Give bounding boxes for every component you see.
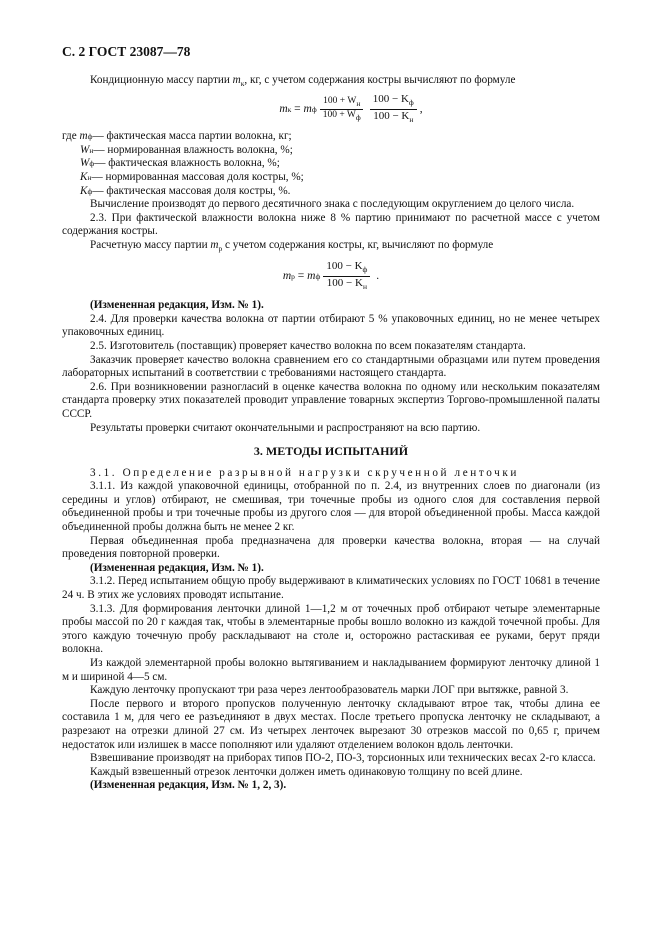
paragraph-customer: Заказчик проверяет качество волокна сравнением его со стандартными образцами или путем проведения лабораторных испытаний в соответствии с требованиями настоящего стандарта.: [62, 353, 600, 380]
legend-item: K ф — фактическая массовая доля костры, %.: [80, 184, 291, 197]
paragraph-pass: Каждую ленточку пропускают три раза через лентообразователь марки ЛОГ при вытяжке, равной 3.: [90, 684, 569, 697]
edit-note: (Измененная редакция, Изм. № 1, 2, 3).: [90, 779, 287, 792]
legend-item: W н — нормированная влажность волокна, %;: [80, 143, 293, 156]
fraction-humidity: $\frac{100 + W_н}{100 + W_ф}$: [320, 96, 364, 123]
paragraph-2-5: 2.5. Изготовитель (поставщик) проверяет качество волокна по всем показателям стандарта.: [90, 339, 526, 352]
page-content: [62, 74, 600, 793]
paragraph-piece: Каждый взвешенный отрезок ленточки должен иметь одинаковую толщину по всей длине.: [90, 765, 523, 778]
formula-conditional-mass: m к = m ф $\frac{100 + W_н}{100 + W_ф}$ $\frac{100 - K_ф}{100 - K_н}$ ,: [279, 92, 423, 125]
edit-note: (Измененная редакция, Изм. № 1).: [90, 561, 264, 574]
formula-calc-mass: m р = m ф $\frac{100 - K_ф}{100 - K_н}$ .: [282, 259, 380, 292]
paragraph-3-1-1: 3.1.1. Из каждой упаковочной единицы, отобранной по п. 2.4, из внутренних слоев по диагонали (из середины и углов) отбирают, не смешивая, три точечные пробы из одного слоя для составления первой объединенной пробы и три точечные пробы из другого слоя — для второй объединенной пробы. Масса каждой объединенной пробы должна быть не менее 2 кг.: [62, 480, 600, 534]
paragraph-calculation: Вычисление производят до первого десятичного знака с последующим округлением до целого числа.: [90, 198, 575, 211]
page-header: С. 2 ГОСТ 23087—78: [62, 44, 191, 59]
paragraph-calc-mass: Расчетную массу партии $m_р$ с учетом содержания костры, кг, вычисляют по формуле: [90, 238, 494, 254]
paragraph-2-4: 2.4. Для проверки качества волокна от партии отбирают 5 % упаковочных единиц, но не менее четырех упаковочных единиц.: [62, 312, 600, 339]
paragraph-3-1: 3.1. Определение разрывной нагрузки скрученной ленточки: [90, 466, 519, 479]
paragraph-weighing: Взвешивание производят на приборах типов ПО-2, ПО-3, торсионных или технических весах 2-го класса.: [90, 752, 596, 765]
symbol: m: [232, 74, 241, 86]
paragraph-after-passes: После первого и второго пропусков полученную ленточку складывают втрое так, чтобы длина ее составила 1 м, для чего ее разъединяют в двух местах. После третьего пропуска ленточку не складывают, а разрезают на отрезки длиной 27 см. Из четырех ленточек вырезают 30 отрезков массой по 0,65 г, причем недостаток или излишек в массе пополняют или удаляют отделением волокон вдоль ленточки.: [62, 697, 600, 751]
section-title: 3. МЕТОДЫ ИСПЫТАНИЙ: [253, 444, 409, 459]
paragraph-first-sample: Первая объединенная проба предназначена для проверки качества волокна, вторая — на случай проведения повторной проверки.: [62, 534, 600, 561]
paragraph-each-sample: Из каждой элементарной пробы волокно вытягиванием и накладыванием формируют ленточку длиной 1 м и шириной 4—5 см.: [62, 657, 600, 683]
legend-item: K н — нормированная массовая доля костры, %;: [80, 170, 304, 183]
paragraph-2-6: 2.6. При возникновении разногласий в оценке качества волокна по одному или нескольким показателям стандарта проверку этих показателей проводит управление товарных экспертиз Торгово-промышленной палаты СССР.: [62, 380, 600, 420]
fraction-calc: $\frac{100 - K_ф}{100 - K_н}$: [323, 260, 370, 293]
paragraph-2-3: 2.3. При фактической влажности волокна ниже 8 % партию принимают по расчетной массе с учетом содержания костры.: [62, 211, 600, 238]
legend-item: где m ф — фактическая масса партии волокна, кг;: [62, 130, 292, 143]
paragraph-3-1-3: 3.1.3. Для формирования ленточки длиной 1—1,2 м от точечных проб отбирают четыре элементарные пробы массой по 20 г каждая так, чтобы в элементарные пробы вошло волокно из каждой точечной пробы. Для этого каждую точечную пробу раскладывают на столе и, осторожно растаскивая ее руками, берут пряди волокна.: [62, 602, 600, 656]
fraction-shive: $\frac{100 - K_ф}{100 - K_н}$: [370, 93, 417, 126]
paragraph-conditional-mass: Кондиционную массу партии $m_к$, кг, с учетом содержания костры вычисляют по формуле: [90, 74, 516, 89]
paragraph-3-1-2: 3.1.2. Перед испытанием общую пробу выдерживают в климатических условиях по ГОСТ 10681 в течение 24 ч. В этих же условиях проводят испытание.: [62, 575, 600, 602]
legend-item: W ф — фактическая влажность волокна, %;: [80, 157, 280, 170]
edit-note: (Измененная редакция, Изм. № 1).: [90, 299, 264, 312]
legend-list: [62, 130, 600, 198]
paragraph-results: Результаты проверки считают окончательными и распространяют на всю партию.: [90, 421, 481, 434]
